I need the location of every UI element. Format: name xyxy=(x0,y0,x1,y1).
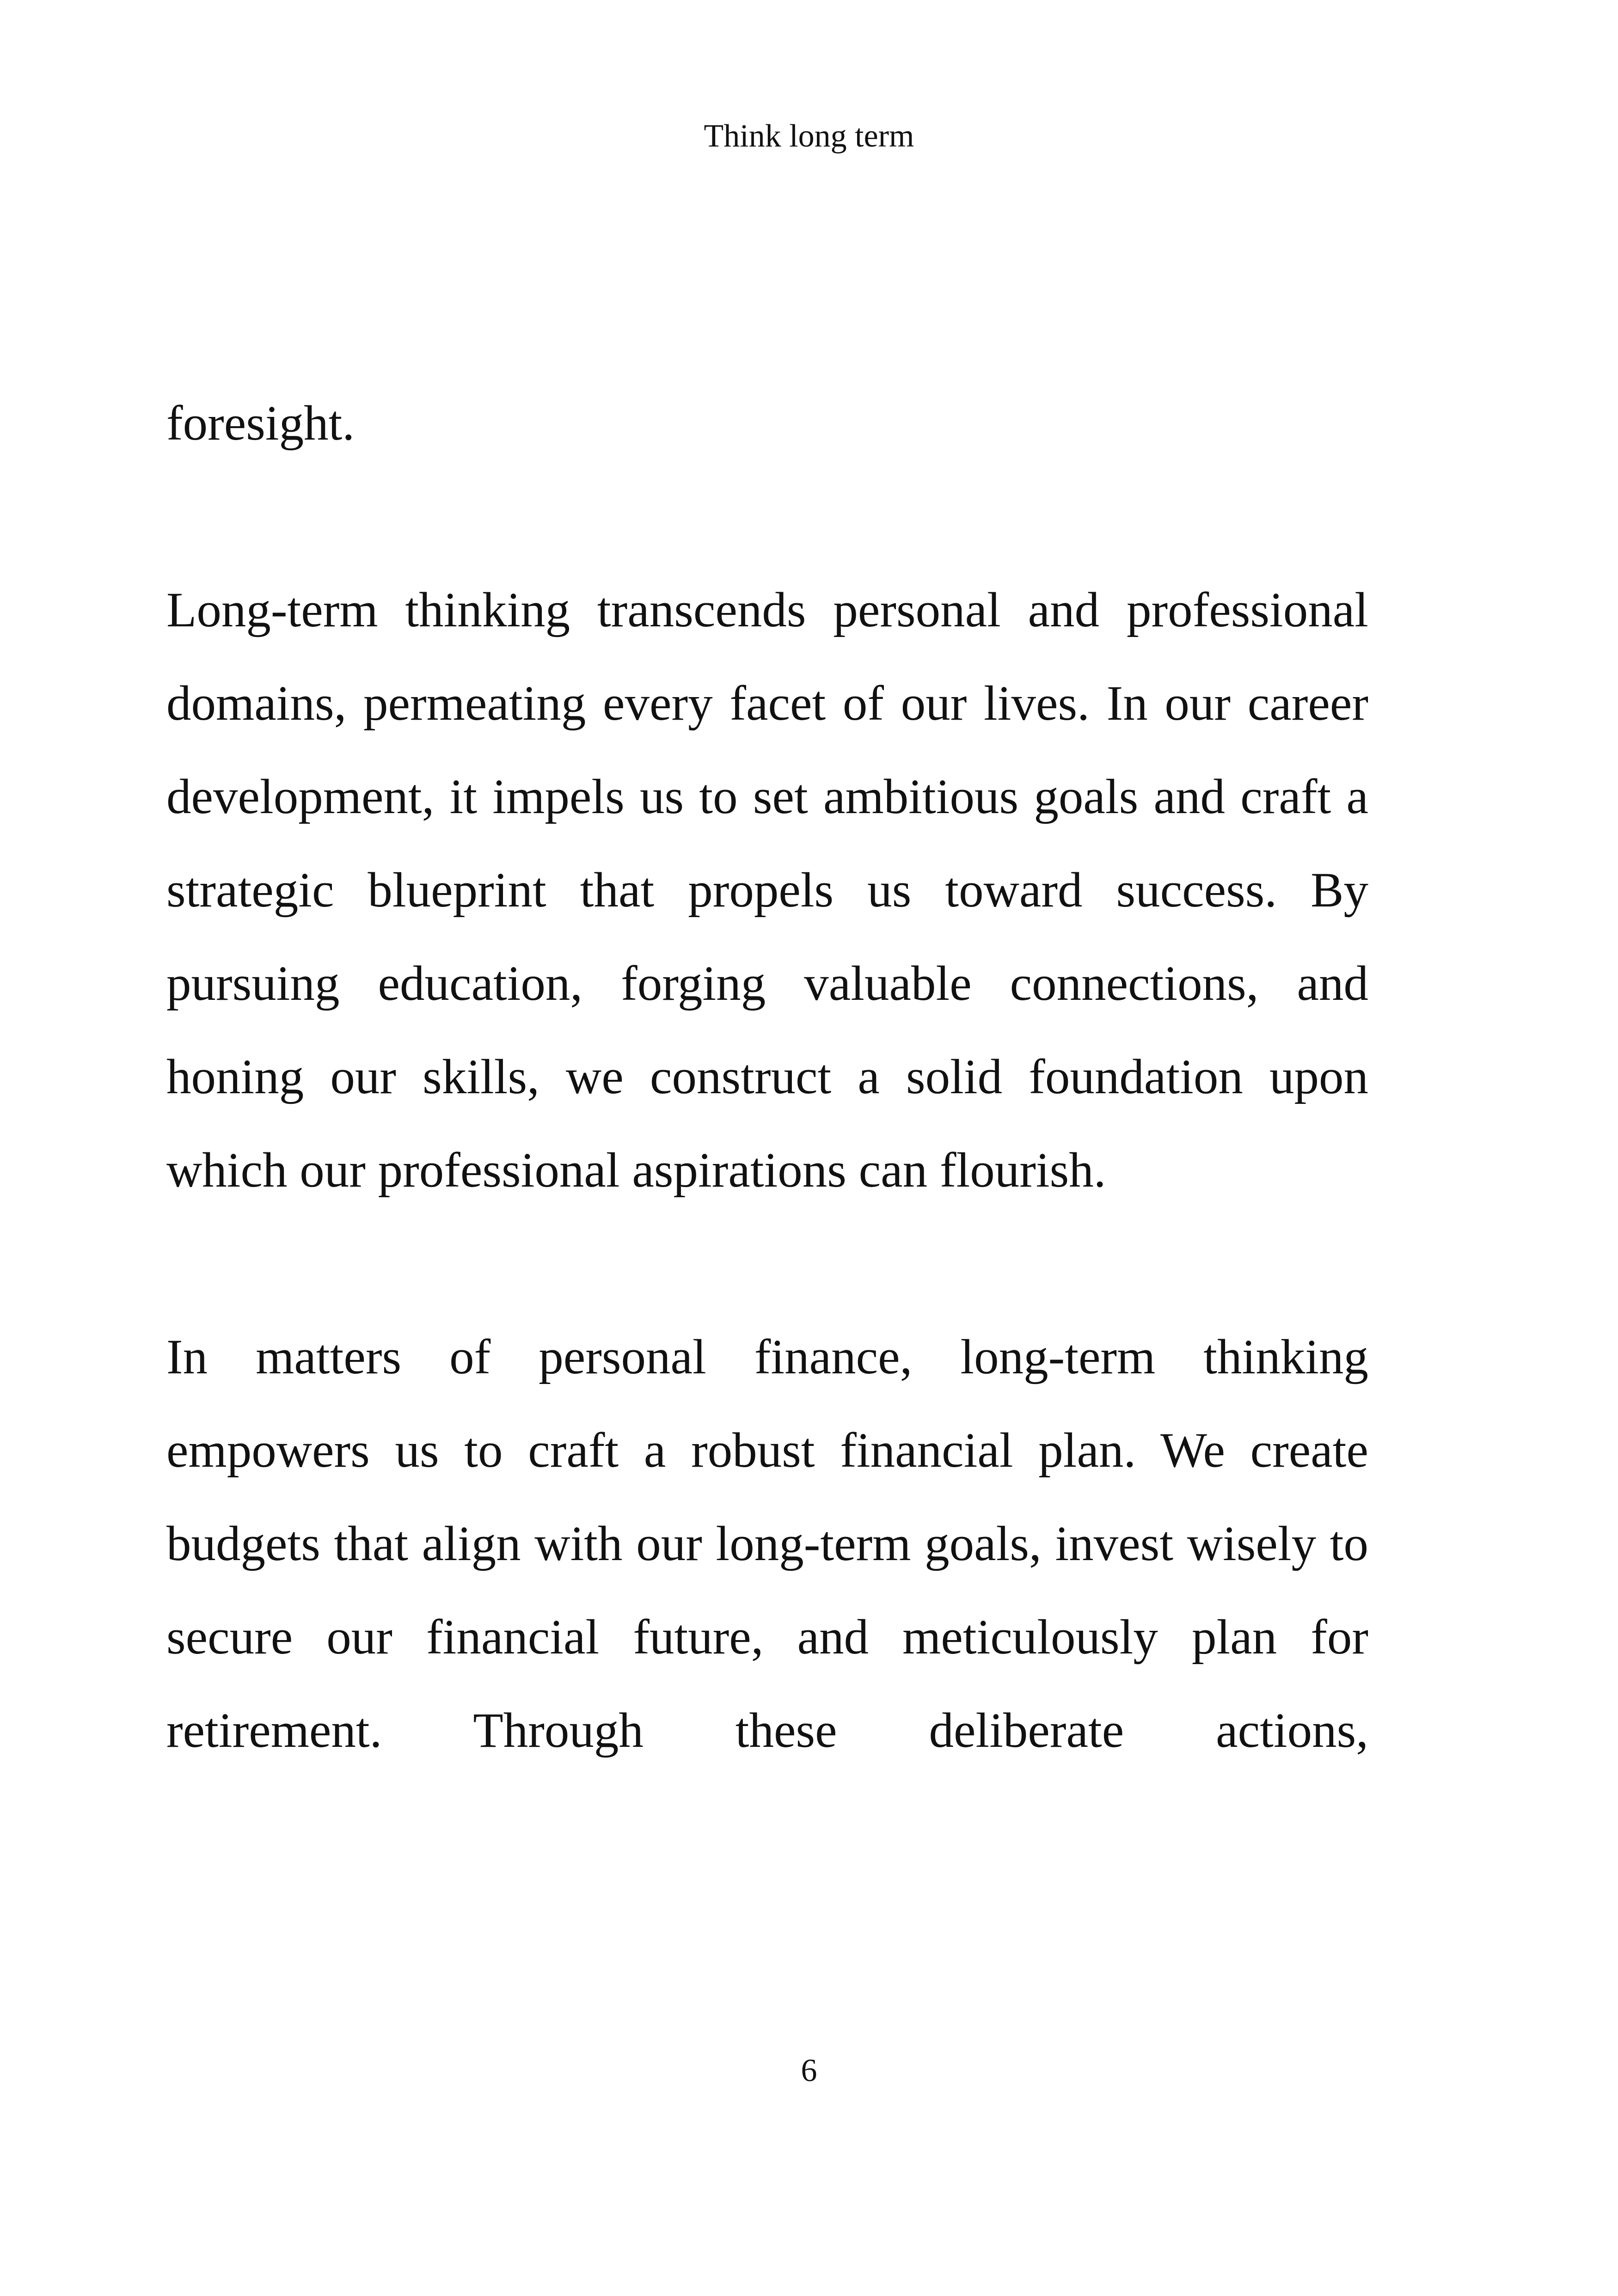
body-text xyxy=(166,377,1368,1777)
paragraph-spacer xyxy=(166,1217,1368,1310)
running-header-title: Think long term xyxy=(704,118,914,154)
paragraph-spacer xyxy=(166,470,1368,563)
page-number: 6 xyxy=(801,2053,817,2088)
paragraph-career: Long-term thinking transcends personal and professional domains, permeating every facet of our lives. In our career development, it impels us to set ambitious goals and craft a strategic blueprint that propels us toward success. By pursuing education, forging valuable connections, and honing our skills, we construct a solid foundation upon which our professional aspirations can flourish. xyxy=(166,583,1368,1198)
paragraph-continuation: foresight. xyxy=(166,396,355,451)
paragraph-finance: In matters of personal finance, long-term thinking empowers us to craft a robust financial plan. We create budgets that align with our long-term goals, invest wisely to secure our financial future, and meticulously plan for retirement. Through these deliberate actions, xyxy=(166,1330,1368,1758)
